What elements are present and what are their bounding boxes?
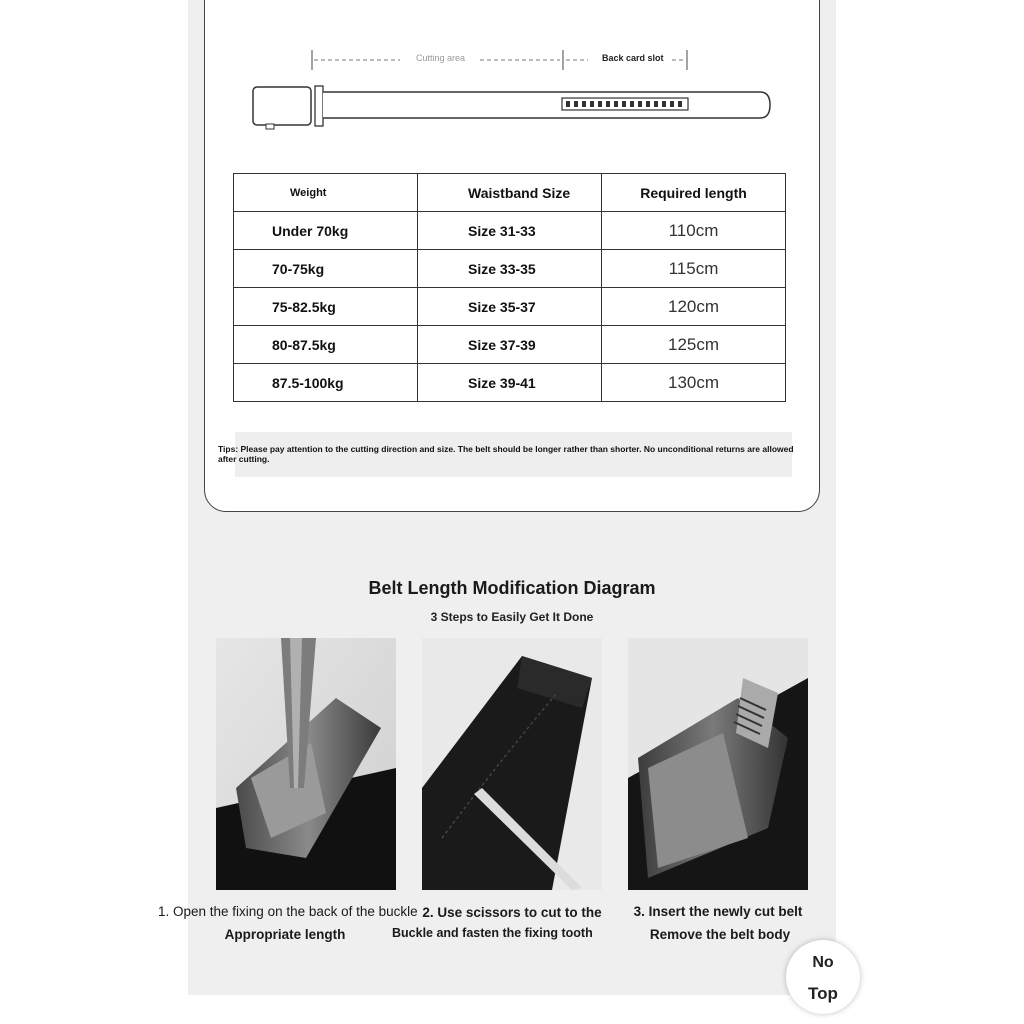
step-3-caption-line1: 3. Insert the newly cut belt bbox=[633, 904, 803, 919]
badge-line1: No bbox=[812, 954, 834, 971]
step-1-photo bbox=[216, 638, 396, 890]
weight-cell: 87.5-100kg bbox=[234, 364, 418, 402]
weight-cell: 80-87.5kg bbox=[234, 326, 418, 364]
size-table bbox=[233, 173, 786, 402]
weight-cell: 75-82.5kg bbox=[234, 288, 418, 326]
size-cell: Size 35-37 bbox=[418, 288, 602, 326]
modification-title: Belt Length Modification Diagram bbox=[368, 578, 656, 598]
header-required-length: Required length bbox=[602, 174, 786, 212]
step-2-photo bbox=[422, 638, 602, 890]
modification-subtitle: 3 Steps to Easily Get It Done bbox=[430, 610, 594, 624]
length-cell: 125cm bbox=[602, 326, 786, 364]
size-cell: Size 39-41 bbox=[418, 364, 602, 402]
table-row bbox=[234, 212, 786, 250]
weight-cell: Under 70kg bbox=[234, 212, 418, 250]
size-cell: Size 37-39 bbox=[418, 326, 602, 364]
cutting-area-label: Cutting area bbox=[416, 53, 466, 63]
step-2-caption-line2: Buckle and fasten the fixing tooth bbox=[392, 926, 593, 940]
size-cell: Size 33-35 bbox=[418, 250, 602, 288]
step-3-caption-line2: Remove the belt body bbox=[649, 927, 791, 942]
table-row bbox=[234, 364, 786, 402]
header-weight: Weight bbox=[234, 174, 418, 212]
step-1-caption-line2: Appropriate length bbox=[224, 927, 346, 942]
length-cell: 110cm bbox=[602, 212, 786, 250]
belt-schematic bbox=[240, 40, 780, 135]
length-cell: 120cm bbox=[602, 288, 786, 326]
table-header-row bbox=[234, 174, 786, 212]
step-1-caption-line1: 1. Open the fixing on the back of the buckle bbox=[158, 904, 418, 919]
table-row bbox=[234, 250, 786, 288]
header-waistband-size: Waistband Size bbox=[418, 174, 602, 212]
no-top-badge[interactable] bbox=[786, 940, 860, 1014]
step-3-photo bbox=[628, 638, 808, 890]
length-cell: 115cm bbox=[602, 250, 786, 288]
table-row bbox=[234, 288, 786, 326]
badge-line2: Top bbox=[808, 984, 838, 1003]
table-row bbox=[234, 326, 786, 364]
size-cell: Size 31-33 bbox=[418, 212, 602, 250]
step-2-caption-line1: 2. Use scissors to cut to the bbox=[422, 905, 602, 920]
back-card-slot-label: Back card slot bbox=[602, 53, 664, 63]
weight-cell: 70-75kg bbox=[234, 250, 418, 288]
tips-text: Tips: Please pay attention to the cutting direction and size. The belt should be longer rather than shorter. No unconditional returns are allowed after cutting. bbox=[218, 444, 794, 464]
length-cell: 130cm bbox=[602, 364, 786, 402]
